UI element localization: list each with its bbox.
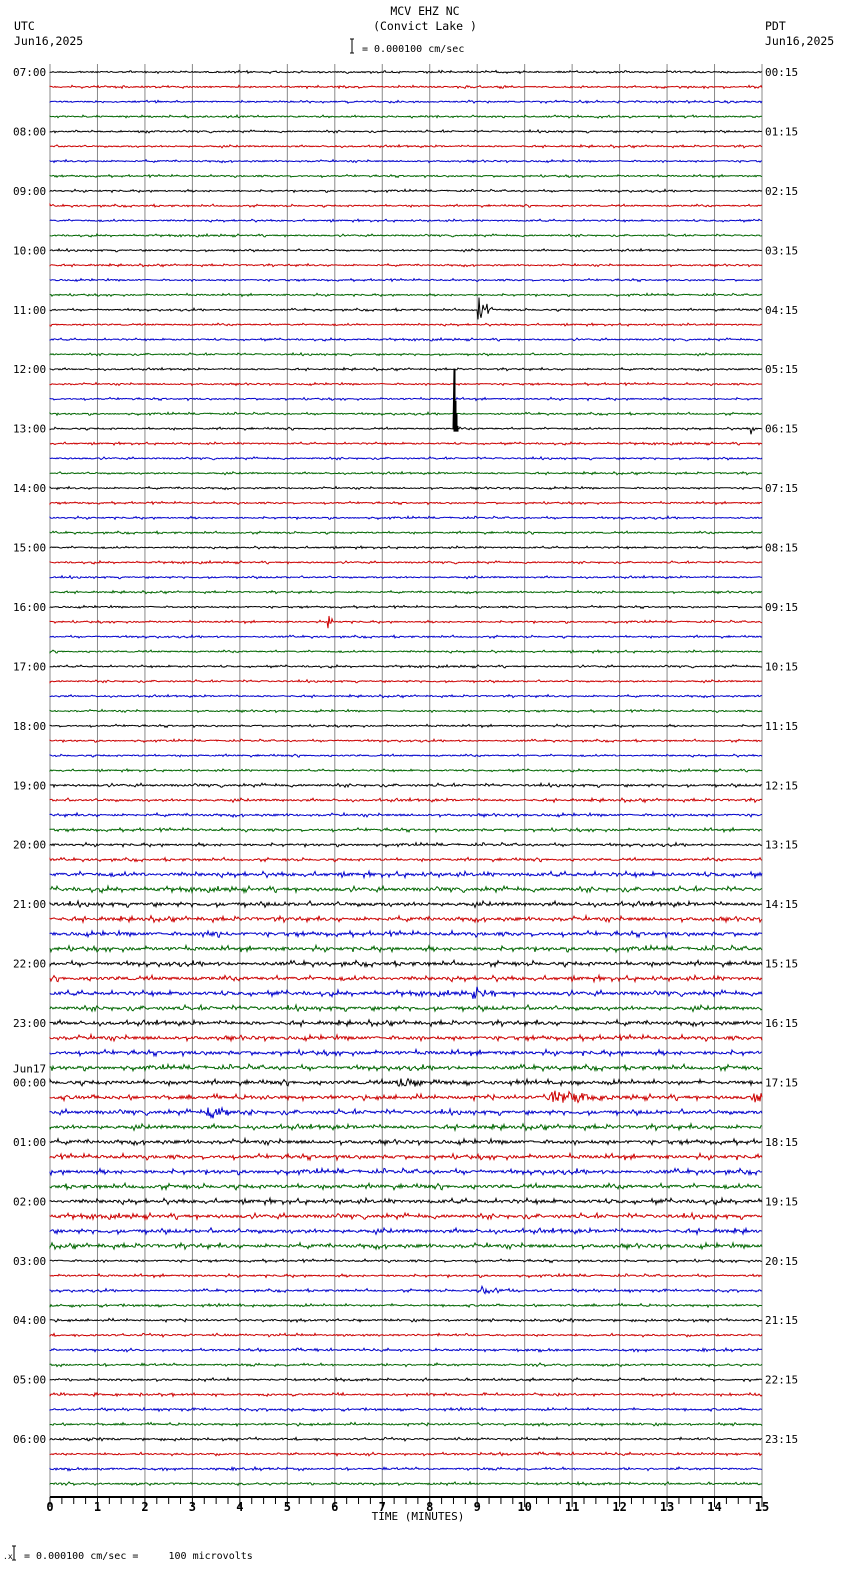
trace-line (50, 1378, 762, 1382)
x-tick-label: 1 (93, 1500, 102, 1514)
utc-hour-label: 01:00 (13, 1135, 47, 1149)
utc-hour-label: 22:00 (13, 957, 47, 971)
trace-line (50, 975, 762, 981)
trace-line (50, 457, 762, 460)
trace-line (50, 531, 762, 534)
location-title: (Convict Lake ) (373, 19, 477, 33)
trace-line (50, 576, 762, 579)
trace-line (50, 1274, 762, 1278)
trace-line (50, 1050, 762, 1057)
trace-line (50, 546, 762, 549)
trace-line (50, 1035, 762, 1042)
x-axis-label: TIME (MINUTES) (371, 1510, 465, 1523)
trace-line (50, 754, 762, 757)
right-date: Jun16,2025 (765, 34, 835, 48)
trace-line (50, 695, 762, 698)
pdt-hour-label: 14:15 (765, 898, 799, 912)
trace-line (50, 1183, 762, 1190)
scale-bar-icon (350, 39, 354, 53)
trace-line (50, 616, 762, 628)
trace-line (50, 871, 762, 877)
pdt-hour-label: 08:15 (765, 541, 799, 555)
trace-line (50, 901, 762, 907)
utc-hour-label: 14:00 (13, 482, 47, 496)
x-tick-label: 3 (188, 1500, 197, 1514)
trace-line (50, 1319, 762, 1323)
trace-line (50, 234, 762, 237)
minute-grid (50, 64, 762, 1497)
traces (50, 71, 762, 1486)
utc-hour-label: 00:00 (13, 1076, 47, 1090)
trace-line (50, 502, 762, 505)
trace-line (50, 1124, 762, 1131)
pdt-hour-label: 23:15 (765, 1433, 799, 1447)
left-date: Jun16,2025 (14, 34, 84, 48)
trace-line (50, 1139, 762, 1145)
trace-line (50, 189, 762, 192)
trace-line (50, 1423, 762, 1427)
trace-line (50, 264, 762, 267)
station-title: MCV EHZ NC (390, 4, 460, 18)
utc-hour-label: 13:00 (13, 422, 47, 436)
trace-line (50, 1467, 762, 1471)
trace-line (50, 219, 762, 222)
trace-line (50, 960, 762, 967)
trace-line (50, 1091, 762, 1103)
utc-hour-label: 21:00 (13, 898, 47, 912)
trace-line (50, 828, 762, 832)
pdt-hour-label: 18:15 (765, 1135, 799, 1149)
trace-line (50, 338, 762, 341)
x-tick-label: 8 (426, 1500, 434, 1514)
trace-line (50, 279, 762, 282)
trace-line (50, 843, 762, 847)
trace-line (50, 1259, 762, 1263)
trace-line (50, 204, 762, 207)
trace-line (50, 783, 762, 787)
trace-line (50, 1005, 762, 1011)
footer-mark: .x (3, 1552, 13, 1561)
utc-hour-label: 15:00 (13, 541, 47, 555)
trace-line (50, 412, 762, 415)
trace-line (50, 1108, 762, 1119)
pdt-hour-label: 21:15 (765, 1314, 799, 1328)
utc-hour-label: 17:00 (13, 660, 47, 674)
trace-line (50, 71, 762, 74)
pdt-hour-label: 19:15 (765, 1195, 799, 1209)
pdt-hour-label: 22:15 (765, 1373, 799, 1387)
trace-line (50, 1286, 762, 1293)
x-tick-label: 10 (517, 1500, 532, 1514)
pdt-hour-label: 12:15 (765, 779, 799, 793)
trace-line (50, 1482, 762, 1486)
trace-line (50, 293, 762, 296)
trace-line (50, 1228, 762, 1234)
trace-line (50, 1348, 762, 1352)
trace-line (50, 858, 762, 862)
trace-line (50, 1408, 762, 1412)
left-timezone: UTC (14, 19, 35, 33)
trace-line (50, 369, 762, 435)
trace-line (50, 160, 762, 163)
trace-line (50, 516, 762, 519)
trace-line (50, 769, 762, 772)
trace-line (50, 383, 762, 386)
utc-hour-label: 02:00 (13, 1195, 47, 1209)
pdt-hour-label: 13:15 (765, 838, 799, 852)
trace-line (50, 145, 762, 148)
trace-line (50, 665, 762, 668)
utc-hour-label: 18:00 (13, 719, 47, 733)
trace-line (50, 739, 762, 742)
trace-line (50, 650, 762, 653)
pdt-hour-label: 17:15 (765, 1076, 799, 1090)
trace-line (50, 945, 762, 952)
trace-line (50, 368, 762, 371)
trace-line (50, 323, 762, 326)
trace-line (50, 487, 762, 490)
utc-hour-label: 03:00 (13, 1254, 47, 1268)
trace-line (50, 1393, 762, 1397)
trace-line (50, 931, 762, 938)
trace-line (50, 680, 762, 683)
trace-line (50, 1154, 762, 1161)
pdt-hour-label: 02:15 (765, 184, 799, 198)
trace-line (50, 115, 762, 118)
pdt-hour-label: 00:15 (765, 66, 799, 79)
trace-line (50, 813, 762, 817)
trace-line (50, 1064, 762, 1071)
trace-line (50, 724, 762, 727)
x-tick-label: 9 (473, 1500, 481, 1514)
x-tick-label: 15 (754, 1500, 770, 1514)
utc-hour-label: 04:00 (13, 1314, 47, 1328)
pdt-hour-label: 10:15 (765, 660, 799, 674)
utc-hour-label: 06:00 (13, 1433, 47, 1447)
date-change-label: Jun17 (13, 1062, 47, 1076)
trace-line (50, 916, 762, 923)
x-tick-label: 13 (659, 1500, 675, 1514)
trace-line (50, 886, 762, 893)
pdt-hour-label: 16:15 (765, 1017, 799, 1031)
trace-line (50, 1243, 762, 1250)
pdt-hour-label: 06:15 (765, 422, 799, 436)
x-tick-label: 4 (236, 1500, 244, 1514)
pdt-hour-label: 01:15 (765, 125, 799, 139)
trace-line (50, 1020, 762, 1027)
trace-line (50, 1168, 762, 1175)
pdt-hour-label: 11:15 (765, 719, 799, 733)
x-tick-label: 14 (707, 1500, 722, 1514)
trace-line (50, 1079, 762, 1087)
x-tick-label: 2 (141, 1500, 149, 1514)
trace-line (50, 249, 762, 252)
trace-line (50, 130, 762, 133)
trace-line (50, 561, 762, 564)
right-timezone: PDT (765, 19, 786, 33)
scale-label: = 0.000100 cm/sec (362, 44, 465, 55)
trace-line (50, 1213, 762, 1220)
pdt-hour-label: 20:15 (765, 1254, 799, 1268)
x-tick-label: 5 (283, 1500, 291, 1514)
utc-hour-label: 12:00 (13, 363, 47, 377)
time-labels (13, 66, 798, 1446)
utc-hour-label: 20:00 (13, 838, 47, 852)
pdt-hour-label: 04:15 (765, 303, 799, 317)
x-tick-label: 6 (331, 1500, 339, 1514)
trace-line (50, 1333, 762, 1337)
footer-scale-label: = 0.000100 cm/sec = 100 microvolts (24, 1551, 253, 1562)
pdt-hour-label: 09:15 (765, 600, 799, 614)
trace-line (50, 100, 762, 103)
trace-line (50, 472, 762, 475)
utc-hour-label: 23:00 (13, 1017, 47, 1031)
utc-hour-label: 07:00 (13, 66, 47, 79)
trace-line (50, 298, 762, 320)
trace-line (50, 635, 762, 638)
utc-hour-label: 19:00 (13, 779, 47, 793)
trace-line (50, 710, 762, 713)
x-tick-label: 11 (564, 1500, 580, 1514)
pdt-hour-label: 15:15 (765, 957, 799, 971)
trace-line (50, 85, 762, 88)
trace-line (50, 397, 762, 400)
x-tick-label: 7 (378, 1500, 386, 1514)
x-tick-label: 12 (612, 1500, 627, 1514)
pdt-hour-label: 03:15 (765, 244, 799, 258)
trace-line (50, 1437, 762, 1441)
trace-line (50, 798, 762, 802)
trace-line (50, 442, 762, 445)
pdt-hour-label: 05:15 (765, 363, 799, 377)
trace-line (50, 1304, 762, 1308)
x-tick-label: 0 (46, 1500, 54, 1514)
utc-hour-label: 11:00 (13, 303, 47, 317)
pdt-hour-label: 07:15 (765, 482, 799, 496)
utc-hour-label: 08:00 (13, 125, 47, 139)
trace-line (50, 987, 762, 999)
utc-hour-label: 10:00 (13, 244, 47, 258)
trace-line (50, 591, 762, 594)
utc-hour-label: 09:00 (13, 184, 47, 198)
trace-line (50, 606, 762, 609)
trace-line (50, 1363, 762, 1367)
trace-line (50, 175, 762, 178)
utc-hour-label: 16:00 (13, 600, 47, 614)
trace-line (50, 1198, 762, 1204)
utc-hour-label: 05:00 (13, 1373, 47, 1387)
trace-line (50, 353, 762, 356)
trace-line (50, 1452, 762, 1456)
